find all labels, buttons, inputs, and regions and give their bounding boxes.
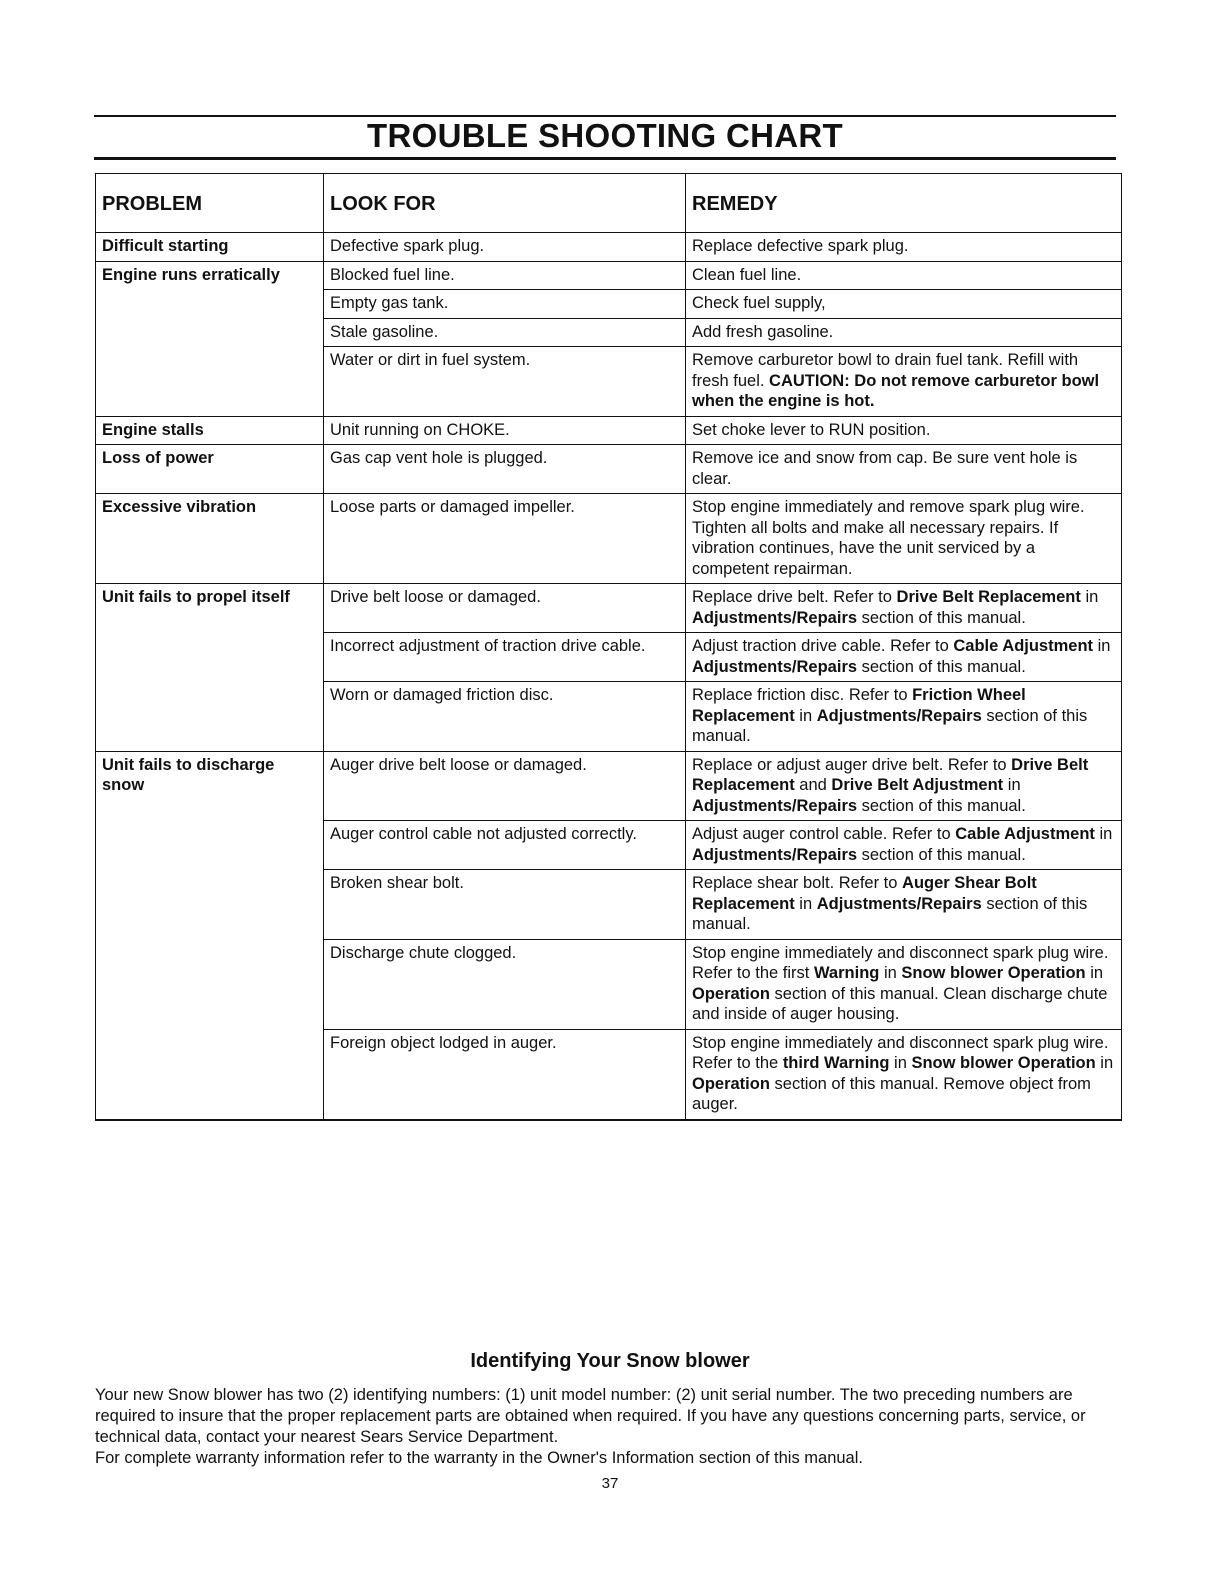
remedy-bold-text: Drive Belt Replacement [692, 755, 1089, 794]
remedy-bold-text: CAUTION: Do not remove carburetor bowl when the engine is hot. [692, 371, 1100, 410]
problem-cell [96, 682, 324, 752]
remedy-cell [686, 584, 1121, 633]
remedy-cell [686, 417, 1121, 446]
problem-cell [96, 821, 324, 870]
remedy-text: Adjust traction drive cable. Refer to [692, 637, 954, 655]
remedy-bold-text: Snow blower Operation [901, 964, 1086, 982]
remedy-bold-text: Adjustments/Repairs [692, 608, 858, 627]
remedy-cell [686, 494, 1121, 584]
remedy-text: section of this manual. Clean discharge chute and inside of auger housing. [692, 984, 1108, 1023]
problem-cell [96, 347, 324, 417]
remedy-text: in [1095, 1054, 1114, 1072]
problem-cell: Difficult starting [96, 233, 324, 262]
header-problem: PROBLEM [96, 174, 324, 233]
page-number: 37 [601, 1475, 619, 1492]
remedy-text: Clean fuel line. [692, 265, 802, 284]
remedy-text: in [794, 894, 817, 913]
page-title: TROUBLE SHOOTING CHART [367, 117, 843, 154]
remedy-text: in [1080, 588, 1099, 606]
remedy-text: Replace drive belt. Refer to [692, 588, 897, 606]
remedy-text: section of this manual. [857, 845, 1026, 864]
remedy-cell [686, 233, 1121, 262]
remedy-bold-text: Adjustments/Repairs [816, 706, 982, 725]
problem-cell [96, 940, 324, 1030]
table-grid [96, 174, 1121, 1120]
remedy-bold-text: Warning [813, 964, 880, 982]
look-for-cell: Auger drive belt loose or damaged. [324, 752, 686, 822]
problem-cell: Engine stalls [96, 417, 324, 446]
remedy-text: Replace friction disc. Refer to [692, 686, 913, 704]
remedy-cell [686, 633, 1121, 682]
remedy-bold-text: Friction Wheel Replacement [692, 686, 1026, 725]
remedy-bold-text: Adjustments/Repairs [692, 657, 858, 676]
remedy-text: and [794, 776, 832, 794]
remedy-bold-text: Operation [692, 1074, 770, 1093]
remedy-text: Set choke lever to RUN position. [692, 420, 931, 439]
remedy-text: in [794, 706, 817, 725]
remedy-bold-text: Drive Belt Adjustment [831, 776, 1004, 794]
problem-cell [96, 633, 324, 682]
header-look-for: LOOK FOR [324, 174, 686, 233]
remedy-cell [686, 347, 1121, 417]
title-rule-bottom [94, 157, 1116, 160]
look-for-cell: Unit running on CHOKE. [324, 417, 686, 446]
remedy-cell [686, 290, 1121, 319]
remedy-text: in [879, 964, 902, 982]
remedy-text: section of this manual. [857, 796, 1026, 815]
remedy-cell [686, 1030, 1121, 1120]
remedy-text: section of this manual. Remove object from auger. [692, 1074, 1091, 1113]
remedy-cell [686, 821, 1121, 870]
remedy-cell [686, 682, 1121, 752]
look-for-cell: Worn or damaged friction disc. [324, 682, 686, 752]
remedy-bold-text: Drive Belt Replacement [896, 588, 1081, 606]
remedy-text: Remove ice and snow from cap. Be sure vent hole is clear. [692, 449, 1078, 488]
remedy-text: Replace shear bolt. Refer to [692, 874, 903, 892]
look-for-cell: Gas cap vent hole is plugged. [324, 445, 686, 494]
look-for-cell: Empty gas tank. [324, 290, 686, 319]
remedy-bold-text: Cable Adjustment [955, 825, 1095, 843]
look-for-cell: Loose parts or damaged impeller. [324, 494, 686, 584]
remedy-text: in [889, 1054, 912, 1072]
problem-cell [96, 1030, 324, 1120]
remedy-bold-text: Snow blower Operation [911, 1054, 1096, 1072]
problem-cell: Loss of power [96, 445, 324, 494]
remedy-text: Stop engine immediately and disconnect spark plug wire. Refer to the [692, 1033, 1109, 1072]
remedy-text: Stop engine immediately and remove spark plug wire. Tighten all bolts and make all necessary repairs. If vibration continues, have the unit serviced by a competent repairman. [692, 498, 1085, 578]
remedy-bold-text: third Warning [782, 1054, 890, 1072]
problem-cell [96, 870, 324, 940]
problem-cell: Engine runs erratically [96, 262, 324, 291]
look-for-cell: Blocked fuel line. [324, 262, 686, 291]
remedy-cell [686, 262, 1121, 291]
remedy-cell [686, 752, 1121, 822]
remedy-cell [686, 940, 1121, 1030]
look-for-cell: Defective spark plug. [324, 233, 686, 262]
remedy-text: in [1094, 825, 1113, 843]
remedy-text: section of this manual. [692, 706, 1088, 745]
remedy-bold-text: Operation [692, 984, 770, 1003]
header-remedy: REMEDY [686, 174, 1121, 233]
remedy-bold-text: Auger Shear Bolt Replacement [692, 874, 1037, 913]
problem-cell: Unit fails to discharge snow [96, 752, 324, 822]
remedy-text: section of this manual. [857, 657, 1026, 676]
look-for-cell: Drive belt loose or damaged. [324, 584, 686, 633]
trouble-shooting-table [95, 173, 1122, 1121]
look-for-cell: Broken shear bolt. [324, 870, 686, 940]
problem-cell [96, 290, 324, 319]
remedy-text: Stop engine immediately and disconnect spark plug wire. Refer to the first [692, 943, 1109, 982]
remedy-bold-text: Adjustments/Repairs [692, 845, 858, 864]
identify-paragraph-2: For complete warranty information refer to the warranty in the Owner's Information section of this manual. [95, 1449, 863, 1467]
remedy-text: in [1003, 776, 1021, 794]
remedy-text: Add fresh gasoline. [692, 322, 834, 341]
remedy-cell [686, 870, 1121, 940]
remedy-text: section of this manual. [692, 894, 1088, 933]
identify-heading: Identifying Your Snow blower [470, 1350, 750, 1372]
remedy-cell [686, 445, 1121, 494]
look-for-cell: Incorrect adjustment of traction drive cable. [324, 633, 686, 682]
look-for-cell: Auger control cable not adjusted correctly. [324, 821, 686, 870]
look-for-cell: Foreign object lodged in auger. [324, 1030, 686, 1120]
remedy-cell [686, 319, 1121, 348]
look-for-cell: Stale gasoline. [324, 319, 686, 348]
problem-cell [96, 319, 324, 348]
remedy-text: Remove carburetor bowl to drain fuel tank. Refill with fresh fuel. [692, 351, 1079, 390]
remedy-text: Replace or adjust auger drive belt. Refer to [692, 755, 1012, 774]
identify-paragraph-1: Your new Snow blower has two (2) identifying numbers: (1) unit model number: (2) unit serial number. The two preceding numbers are required to insure that the proper replacement parts are obtained when required. If you have any questions concerning parts, service, or technical data, contact your nearest Sears Service Department. [95, 1386, 1086, 1446]
remedy-bold-text: Cable Adjustment [953, 637, 1094, 655]
look-for-cell: Water or dirt in fuel system. [324, 347, 686, 417]
problem-cell: Excessive vibration [96, 494, 324, 584]
problem-cell: Unit fails to propel itself [96, 584, 324, 633]
remedy-text: in [1093, 637, 1111, 655]
remedy-text: Replace defective spark plug. [692, 237, 909, 255]
remedy-text: in [1085, 964, 1104, 982]
remedy-bold-text: Adjustments/Repairs [692, 796, 858, 815]
remedy-text: section of this manual. [857, 608, 1026, 627]
remedy-text: Adjust auger control cable. Refer to [692, 825, 956, 843]
remedy-text: Check fuel supply, [692, 294, 826, 312]
remedy-bold-text: Adjustments/Repairs [816, 894, 982, 913]
identify-text [95, 1385, 1125, 1469]
look-for-cell: Discharge chute clogged. [324, 940, 686, 1030]
